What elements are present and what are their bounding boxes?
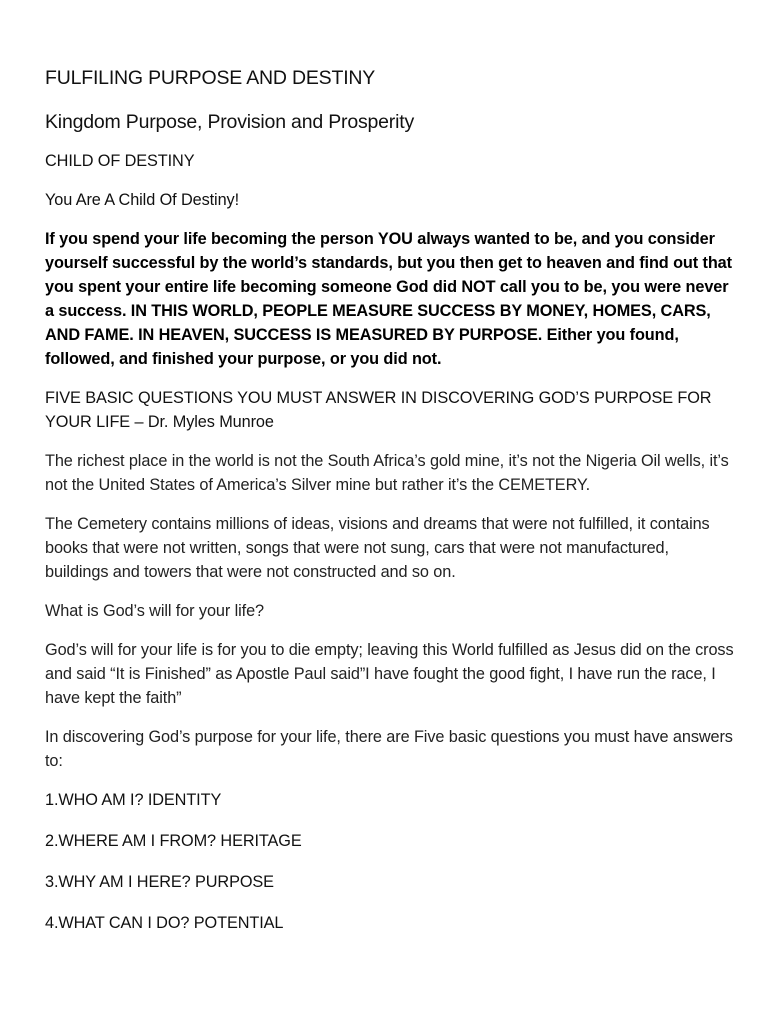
list-item: 1.WHO AM I? IDENTITY <box>45 791 222 809</box>
list-item: 4.WHAT CAN I DO? POTENTIAL <box>45 914 284 932</box>
document-subtitle: Kingdom Purpose, Provision and Prosperity <box>45 111 414 133</box>
document-page <box>45 64 735 952</box>
document-title: FULFILING PURPOSE AND DESTINY <box>45 67 376 89</box>
paragraph-intro-questions: In discovering God’s purpose for your life, there are Five basic questions you must have answers to: <box>45 728 733 770</box>
bold-paragraph: If you spend your life becoming the person YOU always wanted to be, and you consider yourself successful by the world’s standards, but you then get to heaven and find out that you spent your entire life becoming someone God did NOT call you to be, you were never a success. IN THIS WORLD, PEOPLE MEASURE SUCCESS BY MONEY, HOMES, CARS, AND FAME. IN HEAVEN, SUCCESS IS MEASURED BY PURPOSE. Either you found, followed, and finished your purpose, or you did not. <box>45 230 732 368</box>
paragraph-richest: The richest place in the world is not the South Africa’s gold mine, it’s not the Nigeria Oil wells, it’s not the United States of America’s Silver mine but rather it’s the CEMETERY. <box>45 452 729 494</box>
questions-list <box>45 788 735 935</box>
paragraph-cemetery: The Cemetery contains millions of ideas, visions and dreams that were not fulfilled, it contains books that were not written, songs that were not sung, cars that were not manufactured, buildings and towers that were not constructed and so on. <box>45 515 710 581</box>
question-will: What is God’s will for your life? <box>45 602 264 620</box>
list-item: 2.WHERE AM I FROM? HERITAGE <box>45 832 302 850</box>
lead-line: You Are A Child Of Destiny! <box>45 191 239 209</box>
section-heading: CHILD OF DESTINY <box>45 152 195 170</box>
questions-heading: FIVE BASIC QUESTIONS YOU MUST ANSWER IN DISCOVERING GOD’S PURPOSE FOR YOUR LIFE – Dr. Myles Munroe <box>45 389 712 431</box>
paragraph-will: God’s will for your life is for you to die empty; leaving this World fulfilled as Jesus did on the cross and said “It is Finished” as Apostle Paul said”I have fought the good fight, I have run the race, I have kept the faith” <box>45 641 734 707</box>
list-item: 3.WHY AM I HERE? PURPOSE <box>45 873 274 891</box>
